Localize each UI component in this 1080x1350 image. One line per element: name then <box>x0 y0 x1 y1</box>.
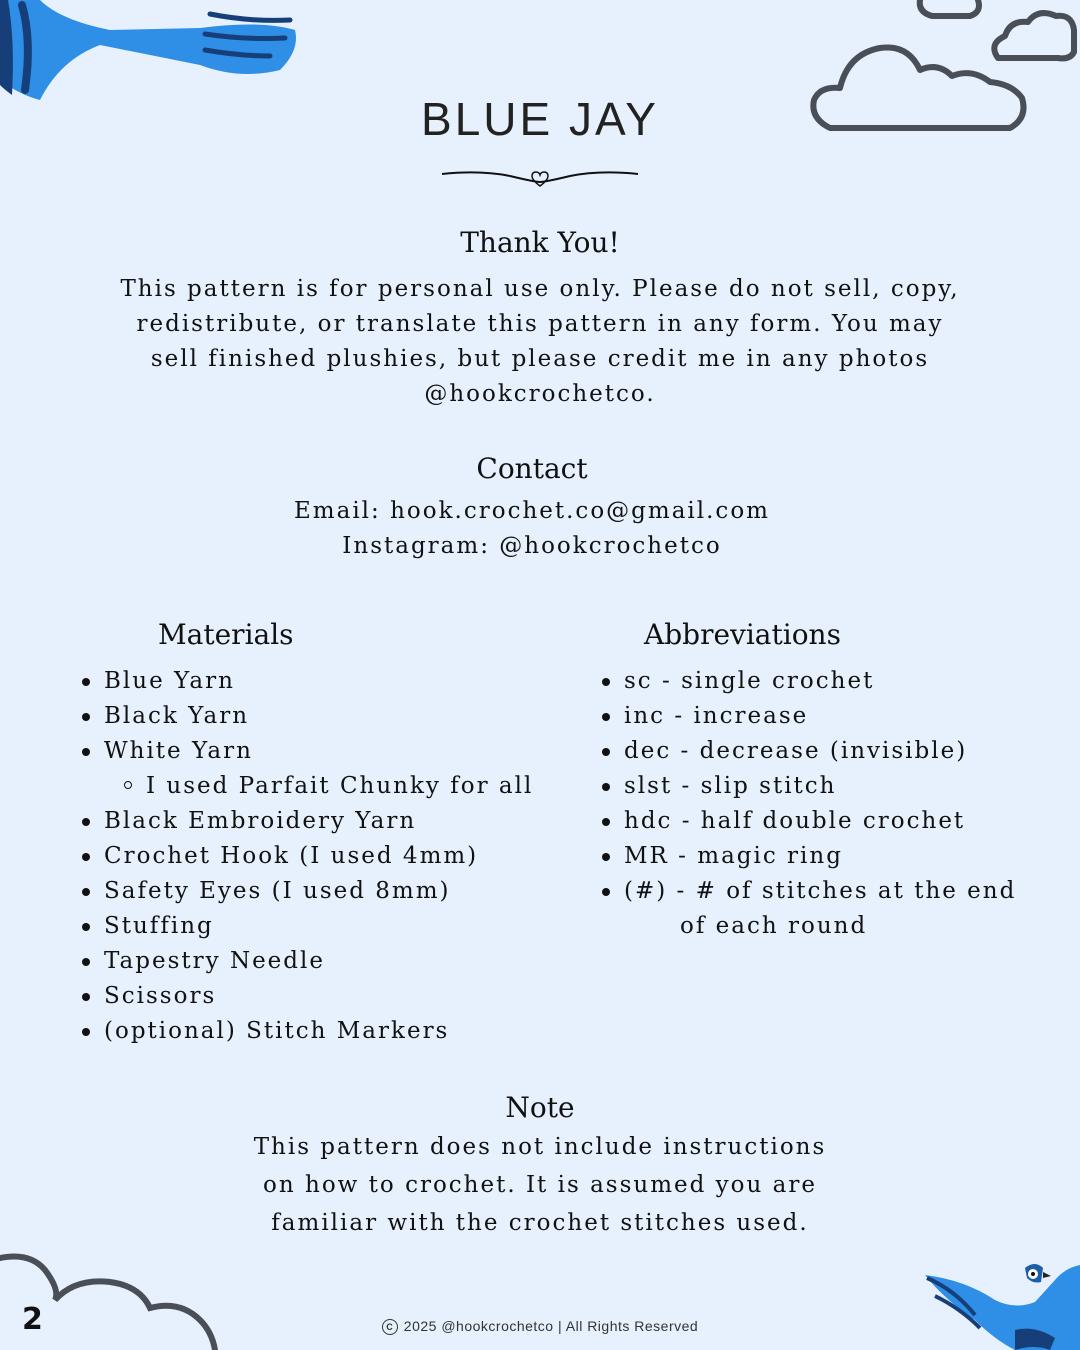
materials-heading: Materials <box>158 618 294 651</box>
thank-you-line: sell finished plushies, but please credit me in any photos <box>150 346 930 372</box>
list-item-continuation: of each round <box>680 913 868 939</box>
thank-you-line: redistribute, or translate this pattern in any form. You may <box>136 311 944 337</box>
list-item: hdc - half double crochet <box>600 804 1016 839</box>
thank-you-text <box>0 272 1080 412</box>
page-title: BLUE JAY <box>421 93 659 145</box>
list-item: dec - decrease (invisible) <box>600 734 1016 769</box>
materials-list <box>80 664 533 1049</box>
list-item: Stuffing <box>80 909 533 944</box>
list-item: Blue Yarn <box>80 664 533 699</box>
note-line: This pattern does not include instructions <box>253 1134 827 1160</box>
list-item: Crochet Hook (I used 4mm) <box>80 839 533 874</box>
note-line: familiar with the crochet stitches used. <box>271 1210 809 1236</box>
note-line: on how to crochet. It is assumed you are <box>263 1172 817 1198</box>
list-item: Black Yarn <box>80 699 533 734</box>
footer-text: 2025 @hookcrochetco | All Rights Reserved <box>403 1318 699 1334</box>
thank-you-line: @hookcrochetco. <box>424 381 656 407</box>
list-item: sc - single crochet <box>600 664 1016 699</box>
list-item: (optional) Stitch Markers <box>80 1014 533 1049</box>
list-item: White Yarn <box>80 734 533 769</box>
heart-divider-ornament <box>440 166 640 196</box>
thank-you-line: This pattern is for personal use only. Please do not sell, copy, <box>120 276 960 302</box>
abbreviations-heading: Abbreviations <box>644 618 841 651</box>
blue-jay-bird-illustration <box>925 1260 1080 1350</box>
contact-instagram: Instagram: @hookcrochetco <box>342 533 722 559</box>
list-item: Safety Eyes (I used 8mm) <box>80 874 533 909</box>
list-item: Black Embroidery Yarn <box>80 804 533 839</box>
list-item: (#) - # of stitches at the end <box>600 874 1016 909</box>
copyright-icon: C <box>382 1319 398 1335</box>
list-subitem: I used Parfait Chunky for all <box>80 769 533 804</box>
note-text <box>0 1128 1080 1242</box>
list-item: Scissors <box>80 979 533 1014</box>
page-number: 2 <box>22 1302 43 1337</box>
list-item: slst - slip stitch <box>600 769 1016 804</box>
list-item: Tapestry Needle <box>80 944 533 979</box>
footer-copyright <box>0 1318 1080 1335</box>
list-item: MR - magic ring <box>600 839 1016 874</box>
list-item: inc - increase <box>600 699 1016 734</box>
contact-email: Email: hook.crochet.co@gmail.com <box>294 498 770 524</box>
thank-you-heading: Thank You! <box>460 226 620 259</box>
note-heading: Note <box>505 1091 575 1124</box>
contact-info <box>0 494 1072 564</box>
abbreviations-list <box>600 664 1016 944</box>
contact-heading: Contact <box>476 452 588 485</box>
